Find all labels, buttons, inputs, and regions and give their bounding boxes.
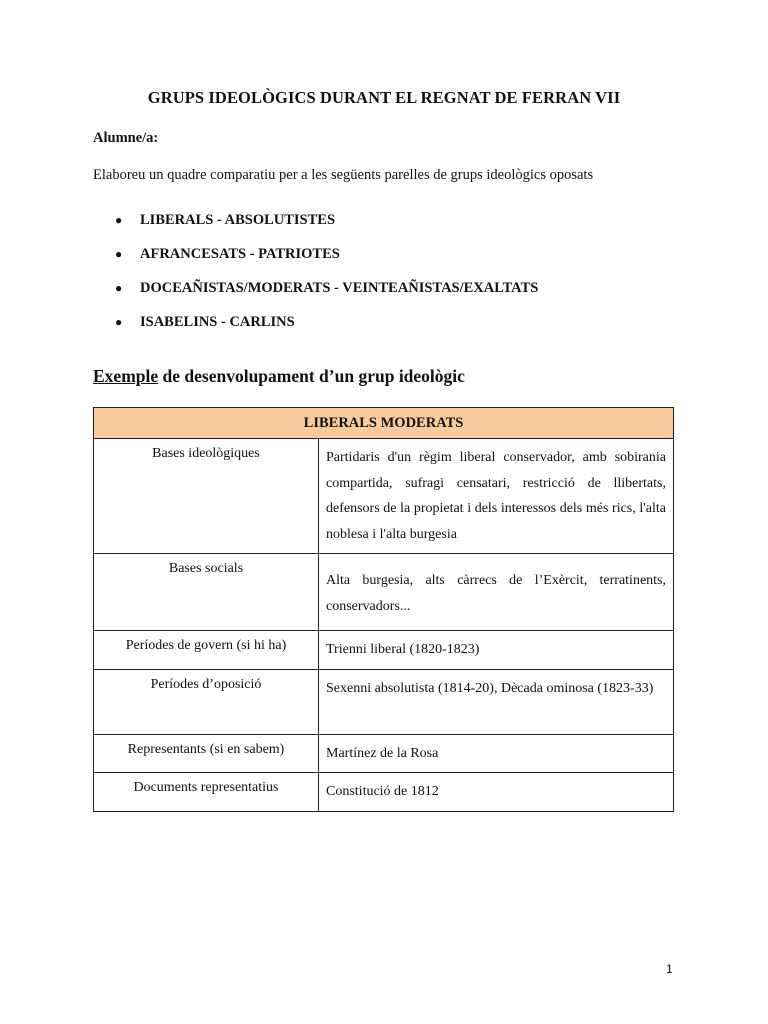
table-row [94,631,674,670]
list-item [115,246,538,280]
ideological-pairs-list [115,212,538,348]
example-heading-underlined: Exemple [93,366,159,386]
row-label: Períodes d’oposició [94,669,319,734]
table-row [94,439,674,554]
row-value: Partidaris d'un règim liberal conservador, amb sobirania compartida, sufragi censatari, restricció de llibertats, defensors de la propietat i dels interessos dels més rics, l'alta noblesa i l'alta burgesia [319,439,674,554]
example-group-table [93,407,674,812]
example-heading [93,366,465,387]
student-name-label: Alumne/a: [93,130,159,146]
row-value: Trienni liberal (1820-1823) [319,631,674,670]
table-row [94,554,674,631]
row-value: Martínez de la Rosa [319,734,674,773]
bullet-icon: ● [115,315,123,329]
list-item [115,314,538,348]
pair-label: LIBERALS - ABSOLUTISTES [140,212,336,228]
row-label: Bases socials [94,554,319,631]
table-row [94,669,674,734]
row-label: Períodes de govern (si hi ha) [94,631,319,670]
bullet-icon: ● [115,281,123,295]
instruction-text: Elaboreu un quadre comparatiu per a les següents parelles de grups ideològics oposats [93,167,594,183]
bullet-icon: ● [115,213,123,227]
table-header: LIBERALS MODERATS [94,408,674,439]
bullet-icon: ● [115,247,123,261]
table-row [94,734,674,773]
row-value: Sexenni absolutista (1814-20), Dècada ominosa (1823-33) [319,669,674,734]
pair-label: DOCEAÑISTAS/MODERATS - VEINTEAÑISTAS/EXALTATS [140,280,539,296]
list-item [115,280,538,314]
row-label: Representants (si en sabem) [94,734,319,773]
row-label: Bases ideològiques [94,439,319,554]
row-label: Documents representatius [94,773,319,812]
row-value: Constitució de 1812 [319,773,674,812]
page-number: 1 [666,962,673,976]
row-value: Alta burgesia, alts càrrecs de l’Exèrcit, terratinents, conservadors... [319,554,674,631]
pair-label: AFRANCESATS - PATRIOTES [140,246,340,262]
example-heading-rest: de desenvolupament d’un grup ideològic [158,366,465,386]
pair-label: ISABELINS - CARLINS [140,314,295,330]
table-header-row [94,408,674,439]
document-title: GRUPS IDEOLÒGICS DURANT EL REGNAT DE FERRAN VII [147,88,621,107]
table-row [94,773,674,812]
list-item [115,212,538,246]
